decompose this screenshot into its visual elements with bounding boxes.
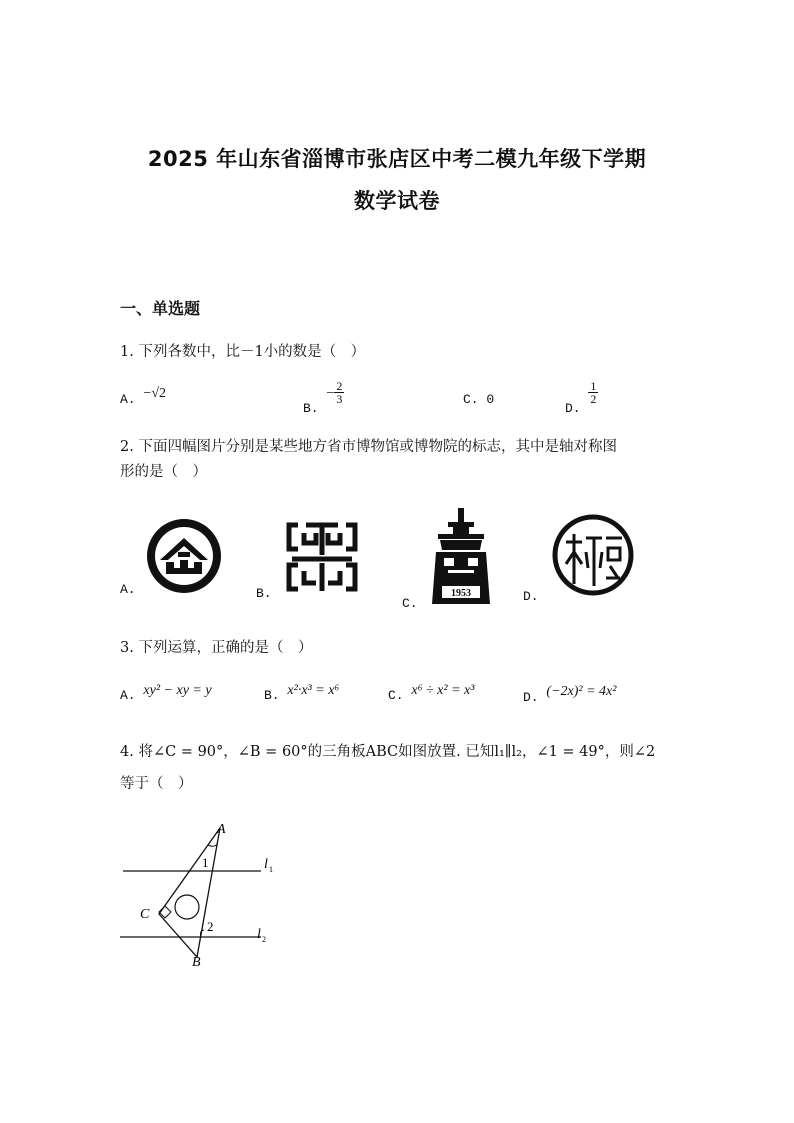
triangle-hole (175, 895, 199, 919)
museum-logo-d-icon (552, 514, 634, 596)
question-4-number: 4. (120, 744, 134, 760)
label-angle-2: 2 (207, 919, 214, 934)
q1-option-c-value: 0 (486, 392, 495, 407)
label-l2: l (257, 927, 261, 942)
question-4-text-line2: 等于（ ） (120, 776, 193, 792)
question-3-number: 3. (120, 640, 134, 656)
label-angle-1: 1 (202, 855, 209, 870)
q2-option-a-label[interactable]: A. (120, 582, 136, 597)
q1-option-a-value: −√2 (143, 386, 167, 401)
q1-option-d-label: D. (565, 400, 581, 416)
triangle-figure (115, 818, 285, 973)
q3-option-c-expr: x⁶ ÷ x² = x³ (411, 683, 475, 698)
q3-option-b[interactable] (264, 683, 340, 704)
page-title-line1: 2025 年山东省淄博市张店区中考二模九年级下学期 (147, 147, 647, 171)
q3-option-d-label: D. (523, 690, 539, 705)
triangle-abc (159, 828, 220, 957)
q1-option-a[interactable] (120, 386, 167, 408)
q1-option-b-fraction: $\frac{2}{3}$ (336, 379, 343, 406)
q1-option-d-fraction: $\frac{1}{2}$ (590, 379, 597, 406)
q2-option-d-label[interactable]: D. (523, 589, 539, 604)
q3-option-a-label: A. (120, 688, 136, 703)
museum-logo-b-icon (286, 519, 358, 595)
question-3-text: 下列运算，正确的是（ ） (138, 640, 313, 656)
label-l2-sub: 2 (262, 935, 266, 944)
q2-option-c-label[interactable]: C. (402, 596, 418, 611)
q3-option-d-expr: (−2x)² = 4x² (546, 684, 617, 699)
page-title-line2: 数学试卷 (354, 189, 440, 213)
question-2-text-line1: 下面四幅图片分别是某些地方省市博物馆或博物院的标志，其中是轴对称图 (138, 439, 617, 455)
q3-option-c[interactable] (388, 683, 475, 704)
label-c: C (140, 907, 150, 922)
q1-option-b[interactable] (303, 379, 344, 416)
question-2-text-line2: 形的是（ ） (120, 464, 207, 480)
label-b: B (192, 955, 201, 970)
q1-option-c[interactable] (463, 392, 494, 407)
q3-option-a-expr: xy² − xy = y (143, 683, 212, 698)
question-3-stem (120, 637, 312, 659)
question-1-stem (120, 341, 365, 363)
q3-option-a[interactable] (120, 683, 212, 704)
question-2-stem (120, 436, 617, 458)
section-heading: 一、单选题 (120, 299, 201, 318)
q1-option-b-label: B. (303, 400, 319, 416)
question-4-text-line1: 将∠C = 90°，∠B = 60°的三角板ABC如图放置. 已知l₁∥l₂，∠1 = 49°，则∠2 (138, 744, 656, 760)
q3-option-b-expr: x²·x³ = x⁶ (287, 683, 340, 698)
q2-option-b-label[interactable]: B. (256, 586, 272, 601)
q1-option-c-label: C. (463, 392, 479, 407)
q3-option-d[interactable] (523, 684, 617, 706)
label-l1: l (264, 857, 268, 872)
q3-option-b-label: B. (264, 688, 280, 703)
question-1-text: 下列各数中，比－1小的数是（ ） (138, 344, 366, 360)
label-a: A (217, 822, 226, 837)
q1-option-a-label: A. (120, 392, 136, 407)
question-1-number: 1. (120, 344, 134, 360)
label-l1-sub: 1 (269, 865, 273, 874)
museum-logo-c-icon (430, 506, 492, 604)
question-4-stem (120, 741, 655, 763)
question-2-number: 2. (120, 439, 134, 455)
q1-option-d[interactable] (565, 379, 598, 416)
q1-option-b-minus: − (326, 385, 335, 401)
logo-c-year: 1953 (451, 588, 471, 599)
q3-option-c-label: C. (388, 688, 404, 703)
museum-logo-a-icon (144, 516, 224, 596)
